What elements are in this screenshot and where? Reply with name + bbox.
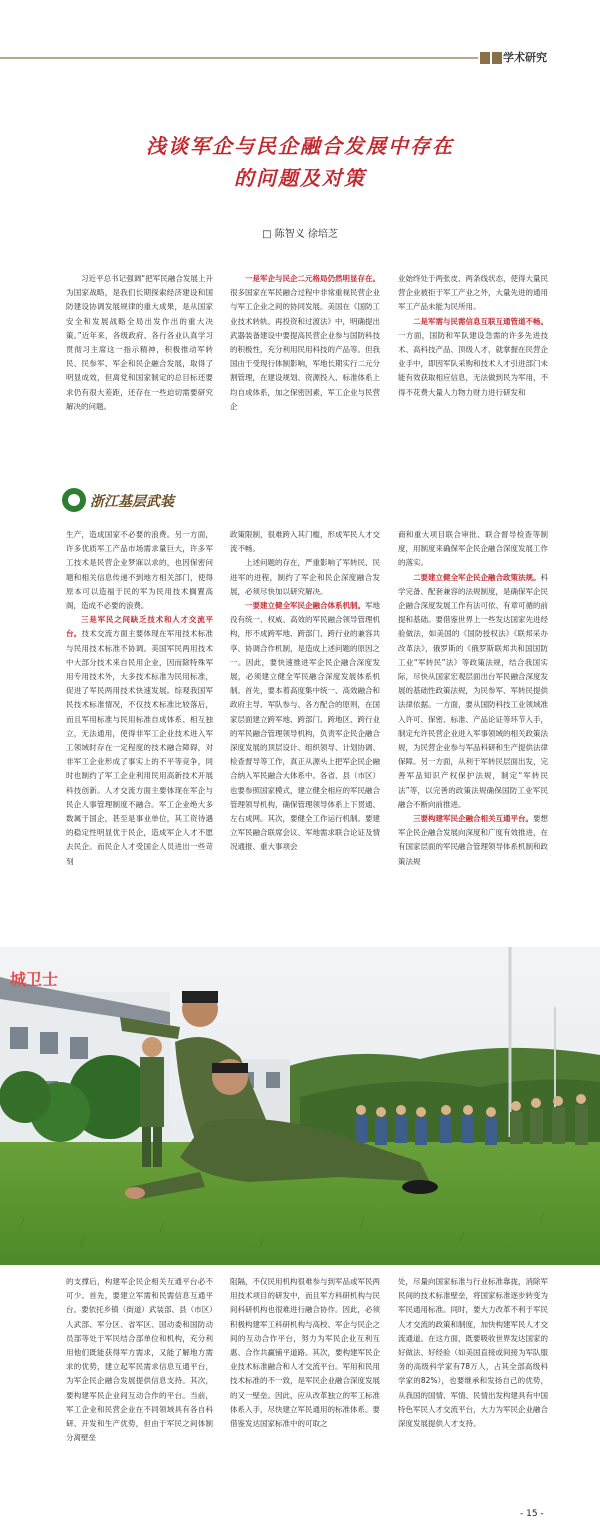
subheading: 三是军民之间缺乏技术和人才交流平台。 <box>66 615 213 639</box>
building-sign: 城卫士 <box>10 970 59 989</box>
subheading: 二是军需与民需信息互联互通管道不畅。 <box>413 316 548 326</box>
article-title-line2: 的问题及对策 <box>234 166 366 190</box>
section-label: 学术研究 <box>503 51 547 64</box>
paragraph: 一是军企与民企二元格局仍然明显存在。很多国家在军民融合过程中非常重视民营企业与军工企业之间的协同发展。美国在《国防工业技术转轨、再投资和过渡法》中，明确提出武器装备建设中要提高民营企业参与国防科技的积极性，充分利用民用科技的产品等。但我国由于受现行体制影响，军地长期实行二元分割管理，在建设规划、资源投入、标准体系上均自成体系，加之保密因素，军工企业与民营企 <box>230 274 380 411</box>
column-mid-2 <box>230 528 380 934</box>
logo-emblem-icon <box>62 488 86 512</box>
paragraph: 生产，造成国家不必要的浪费。另一方面，许多优质军工产品市场需求量巨大，许多军工技术是民营企业梦寐以求的，也因保密问题和相关信息传递不到地方相关部门，使得原本可以造福于民的军为民用技术搁置高阁，造成不必要的浪费。 <box>66 530 213 611</box>
header-block <box>492 52 502 64</box>
training-photo <box>0 947 600 1265</box>
paragraph: 三要构建军民企融合相关互通平台。要想军企民企融合发展向深度和广度有效推进，在有国家层面的军民融合管理领导体系机制和政策法规 <box>398 814 548 866</box>
paragraph: 二是军需与民需信息互联互通管道不畅。一方面，国防和军队建设急需的许多先进技术、高科技产品、顶级人才，就掌握在民营企业手中，即因军队采购和技术人才引进部门未能有效获取相应信息，无法做到民为军用，不得不花费大量人力物力财力进行研发和 <box>398 316 548 397</box>
paragraph: 上述问题的存在，严重影响了军转民、民进军的进程，制约了军企和民企深度融合发展，必须尽快加以研究解决。 <box>230 558 380 596</box>
column-mid-3 <box>398 528 548 934</box>
paragraph: 的支撑后，构建军企民企相关互通平台必不可少。首先，要建立军需和民需信息互通平台。要依托乡镇（街道）武装部、县（市区）人武部、军分区、省军区、国动委和国防动员部等处于军民结合部单位和机构，充分利用他们既能获得军方需求，又能了解地方需求的优势，建立起军民需求信息互通平台，为军企民企融合发展提供信息支持。其次，要构建军民企业间互动合作的平台。当前，军工企业和民营企业在不同领域具有各自科研、开发和生产优势，但由于军民之间体制分离壁垒 <box>66 1277 213 1443</box>
subheading: 一要建立健全军民企融合体系机制。 <box>245 601 365 611</box>
magazine-logo <box>62 488 200 512</box>
header-line <box>0 57 478 59</box>
paragraph: 政策限制，很难跨入其门槛，形成军民人才交流不畅。 <box>230 530 380 554</box>
article-title-line1: 浅谈军企与民企融合发展中存在 <box>146 134 454 158</box>
column-bot-3 <box>398 1275 548 1499</box>
paragraph: 阻隔，不仅民用机构很难参与到军品或军民两用技术项目的研发中，而且军方科研机构与民间科研机构也很难进行融合协作。因此，必须积极构建军工科研机构与高校、军企与民企之间的互动合作平台，努力为军民企业互利互惠、合作共赢铺平道路。其次，要构建军民企业技术标准融合和人才交流平台。军用和民用技术标准的不一致，是军民企业融合深度发展的又一壁垒。因此，应从改革独立的军工标准体系入手，尽快建立军民通用的标准体系。要借鉴发达国家标准中的可取之 <box>230 1277 380 1429</box>
column-bot-2 <box>230 1275 380 1499</box>
column-top-2 <box>230 272 380 444</box>
logo-text: 浙江基层武装 <box>90 494 174 510</box>
subheading: 二要建立健全军企民企融合政策法规。 <box>413 572 541 582</box>
paragraph: 商和重大项目联合审批、联合督导检查等制度，用制度来确保军企民企融合深度发展工作的落实。 <box>398 530 548 568</box>
paragraph: 业始终处于两张皮、两条线状态，使得大量民营企业被拒于军工产业之外，大量先进的通用军工产品未能为民所用。 <box>398 274 548 312</box>
paragraph: 处，尽量向国家标准与行业标准靠拢，消除军民间的技术标准壁垒，将国家标准逐步转变为军民通用标准。同时，要大力改革不利于军民人才交流的政策和制度，加快构建军民人才交流通道。在这方面，既要吸收世界发达国家的好做法、好经验（如美国直接或间接为军队服务的高级科学家有78万人，占其全部高级科学家的82%），也要继承和发扬自己的优势，从我国的国情、军情、民情出发构建具有中国特色军民人才交流平台，大力为军民企业融合深度发展提供人才支持。 <box>398 1277 548 1429</box>
column-mid-1 <box>66 528 213 934</box>
column-bot-1 <box>66 1275 213 1499</box>
article-author: □ 陈智义 徐培芝 <box>262 229 338 240</box>
column-top-1 <box>66 272 213 444</box>
paragraph: 一要建立健全军民企融合体系机制。军地没有统一、权威、高效的军民融合领导管理机构，形不成跨军地、跨部门、跨行业的兼容共享、协调合作机制，是造成上述问题的原因之一。因此，要快速推进军企民企融合深度发展，必须建立健全军民融合深度发展体系机制。首先，要本着高度集中统一、高效融合和政府主导、军队参与、各方配合的原则，在国家层面建立跨军地、跨部门、跨地区、跨行业的军民融合管理领导机构，负责军企民企融合深度发展的顶层设计、组织领导、计划协调、检查督导等工作，真正从源头上把军企民企融合纳入军民融合大体系中。各省、县（市区）也要参照国家模式，建立健全相应的军民融合管理领导机构，确保管理领导体系上下贯通、左右成网。其次，要健全工作运行机制。要建立军民融合联席会议、军地需求联合论证及情况通报、重大事项会 <box>230 601 380 852</box>
header-block <box>480 52 490 64</box>
paragraph: 二要建立健全军企民企融合政策法规。科学完备、配套兼容的法规制度，是确保军企民企融合深度发展工作有法可依、有章可循的前提和基础。要借鉴世界上一些发达国家先进经验做法，如美国的《国防授权法》《联邦采办改革法》，俄罗斯的《俄罗斯联邦共和国国防工业“军转民”法》等政策法规，结合我国实际，尽快从国家宏观层面出台军民融合深度发展的基础性政策法规，为民参军、军转民提供法律依据。一方面，要从国防科技工业领域准入许可、保密、标准、产品论证等环节入手，制定允许民营企业进入军事领域的相关政策法规，为民营企业参与军品科研和生产提供法律保障。另一方面，从利于军转民层面出发，完善军品知识产权保护法规，制定“军转民法”等，以完善的政策法规确保国防工业军民融合不断向前推进。 <box>398 572 548 809</box>
paragraph: 习近平总书记强调“把军民融合发展上升为国家战略，是我们长期探索经济建设和国防建设协调发展规律的重大成果，是从国家安全和发展战略全局出发作出的重大决策。”近年来，各级政府、各行各业认真学习贯彻习主席这一指示精神，积极推动军转民、民参军、军企和民企融合发展，取得了明显成效，但离党和国家制定的总目标还要求仍有很大差距，还存在一些迫切需要研究解决的问题。 <box>66 274 213 411</box>
subheading: 一是军企与民企二元格局仍然明显存在。 <box>245 274 380 283</box>
page-number: - 15 - <box>520 1509 544 1519</box>
paragraph: 三是军民之间缺乏技术和人才交流平台。技术交流方面主要体现在军用技术标准与民用技术标准不协调。美国军民两用技术中大部分技术来自民用企业，因而除特殊军用专用技术外，大多技术标准为民用标准，促进了军民两用技术快速发展。综观我国军民技术标准情况，不仅技术标准比较落后，而且军用标准与民用标准自成体系、相互独立，无法通用，使得非军工企业技术进入军工领域时存在一定程度的技术融合障碍，对非军工企业形成了事实上的不平等竞争，同时也制约了军工企业利用民用高新技术开展科技创新。人才交流方面主要体现在军企与民企人事管理制度不融合。军工企业绝大多数属于国企，甚至是事业单位，其工资待遇的稳定性明显优于民企，造成军企人才不愿去民企。而民企人才受国企人员进出一些苛刻 <box>66 615 213 866</box>
column-top-3 <box>398 272 548 444</box>
subheading: 三要构建军民企融合相关互通平台。 <box>413 814 533 824</box>
